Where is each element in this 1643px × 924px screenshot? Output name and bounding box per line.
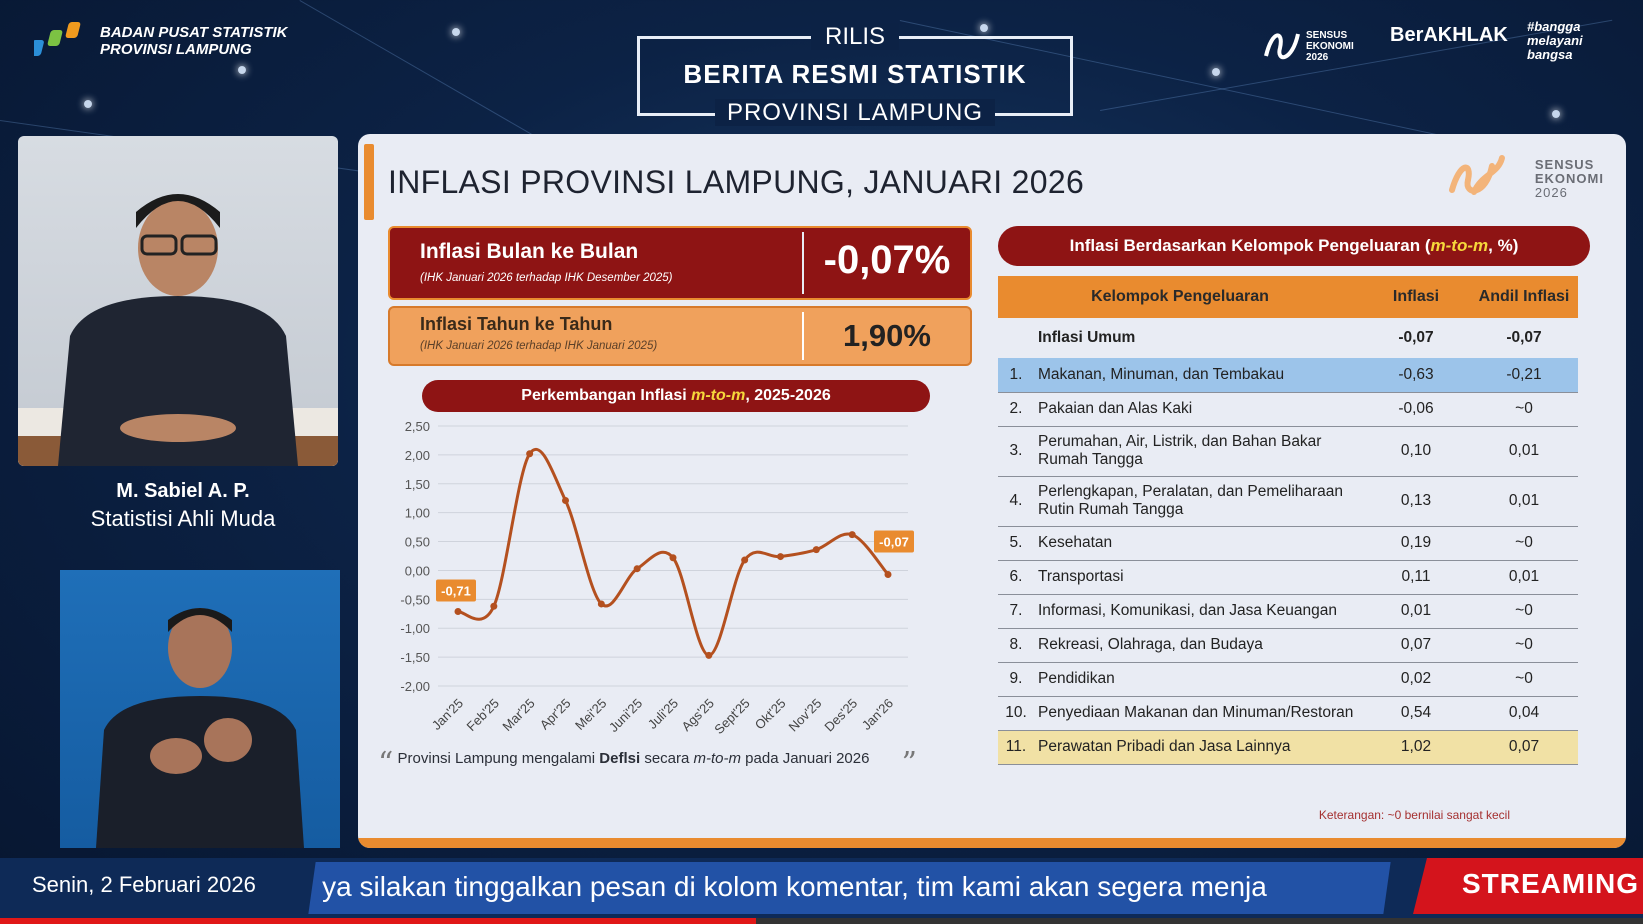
table-title-a: Inflasi Berdasarkan Kelompok Pengeluaran ( (1069, 236, 1431, 255)
x-tick-label: Juli'25 (644, 695, 682, 732)
row-number: 10. (998, 696, 1034, 730)
row-inflasi: 0,02 (1362, 662, 1470, 696)
data-point (455, 608, 462, 615)
y-tick-label: 1,00 (404, 505, 430, 521)
table-row (998, 696, 1578, 730)
row-inflasi: 0,11 (1362, 560, 1470, 594)
series-line (458, 449, 888, 655)
close-quote-icon: ” (901, 746, 917, 781)
row-number: 3. (998, 426, 1034, 476)
row-label: Perlengkapan, Peralatan, dan Pemeliharaan Rutin Rumah Tangga (1034, 476, 1362, 526)
row-number: 2. (998, 392, 1034, 426)
rilis-subtitle: PROVINSI LAMPUNG (715, 99, 995, 126)
table-header-row (998, 276, 1578, 318)
y-tick-label: 1,50 (404, 476, 430, 492)
table-row (998, 560, 1578, 594)
streaming-label: STREAMING (1462, 868, 1639, 899)
table-row (998, 594, 1578, 628)
presenter-video (18, 136, 338, 466)
row-inflasi: 1,02 (1362, 730, 1470, 764)
table-row (998, 426, 1578, 476)
org-name (100, 24, 288, 58)
row-andil: 0,01 (1470, 476, 1578, 526)
table-row (998, 730, 1578, 764)
row-inflasi: 0,07 (1362, 628, 1470, 662)
sign-interpreter-video (60, 570, 340, 848)
table-row (998, 358, 1578, 392)
row-number: 5. (998, 526, 1034, 560)
data-point (670, 554, 677, 561)
video-progress-fill (0, 918, 756, 924)
row-andil: ~0 (1470, 594, 1578, 628)
interpreter-figure (60, 570, 340, 848)
se-line1: SENSUS (1534, 157, 1595, 172)
row-number: 11. (998, 730, 1034, 764)
title-accent-bar (364, 144, 374, 220)
row-number: 8. (998, 628, 1034, 662)
row-inflasi: 0,19 (1362, 526, 1470, 560)
x-tick-label: Des'25 (821, 695, 861, 735)
quote-a: Provinsi Lampung mengalami (397, 750, 600, 767)
row-number: 4. (998, 476, 1034, 526)
row-andil: 0,01 (1470, 560, 1578, 594)
data-point (813, 546, 820, 553)
data-point (598, 600, 605, 607)
row-label: Pakaian dan Alas Kaki (1034, 392, 1362, 426)
chart-title-c: , 2025-2026 (745, 387, 831, 404)
table-row (998, 476, 1578, 526)
org-line2: PROVINSI LAMPUNG (100, 41, 252, 58)
row-andil: 0,01 (1470, 426, 1578, 476)
table-row (998, 628, 1578, 662)
slide-title: INFLASI PROVINSI LAMPUNG, JANUARI 2026 (388, 164, 1085, 200)
table-row (998, 392, 1578, 426)
row-inflasi: 0,54 (1362, 696, 1470, 730)
chart-title-a: Perkembangan Inflasi (521, 387, 692, 404)
col-header-andil: Andil Inflasi (1470, 276, 1578, 318)
quote-c: secara (640, 750, 694, 767)
row-number: 6. (998, 560, 1034, 594)
se-line2: EKONOMI (1534, 171, 1604, 186)
kpi-mtm-label: Inflasi Bulan ke Bulan (420, 240, 639, 263)
x-tick-label: Apr'25 (536, 695, 574, 733)
x-tick-label: Ags'25 (678, 695, 717, 734)
data-point (705, 652, 712, 659)
kpi-yoy-note: (IHK Januari 2026 terhadap IHK Januari 2025) (420, 340, 658, 352)
table-title-c: , %) (1488, 236, 1519, 255)
y-tick-label: 0,50 (404, 534, 430, 550)
row-label: Rekreasi, Olahraga, dan Budaya (1034, 628, 1362, 662)
inflation-line-chart (378, 412, 938, 752)
x-tick-label: Jan'25 (428, 695, 467, 733)
kpi-mtm-value: -0,07% (823, 238, 951, 282)
row-label: Penyediaan Makanan dan Minuman/Restoran (1034, 696, 1362, 730)
x-tick-label: Okt'25 (751, 695, 789, 733)
rilis-title: BERITA RESMI STATISTIK (683, 59, 1027, 89)
kpi-mtm-card (388, 226, 972, 300)
kpi-yoy-card (388, 306, 972, 366)
data-point (849, 531, 856, 538)
y-tick-label: -2,00 (400, 679, 430, 694)
news-ticker (0, 858, 1643, 918)
slide-bottom-bar (358, 838, 1626, 848)
data-point (526, 450, 533, 457)
presenter-name: M. Sabiel A. P. (116, 480, 250, 502)
row-number: 9. (998, 662, 1034, 696)
quote-b: Deflsi (599, 750, 641, 767)
col-header-group: Kelompok Pengeluaran (998, 276, 1362, 318)
row-label: Makanan, Minuman, dan Tembakau (1034, 358, 1362, 392)
rilis-label: RILIS (811, 23, 899, 50)
chart-title-pill (422, 380, 930, 412)
row-number: 1. (998, 358, 1034, 392)
y-tick-label: -1,00 (400, 621, 430, 637)
quote-d: m-to-m (693, 750, 742, 767)
open-quote-icon: “ (378, 746, 394, 781)
row-andil: ~0 (1470, 392, 1578, 426)
y-tick-label: -0,50 (400, 592, 430, 608)
x-tick-label: Feb'25 (463, 695, 502, 734)
general-andil: -0,07 (1506, 329, 1542, 346)
x-tick-label: Sept'25 (711, 695, 753, 738)
sensus-logo-text: SENSUS EKONOMI 2026 (1306, 30, 1354, 63)
general-label: Inflasi Umum (1038, 329, 1136, 346)
row-number: 7. (998, 594, 1034, 628)
y-tick-label: 0,00 (404, 563, 430, 579)
sensus-swirl-icon (1262, 26, 1302, 66)
berakhlak-logo: BerAKHLAK (1390, 24, 1508, 46)
data-point (634, 565, 641, 572)
x-tick-label: Juni'25 (605, 695, 646, 735)
row-label: Transportasi (1034, 560, 1362, 594)
table-row-general (998, 318, 1578, 358)
x-tick-label: Nov'25 (785, 695, 825, 735)
data-point (885, 571, 892, 578)
x-tick-label: Mei'25 (572, 695, 610, 733)
row-label: Pendidikan (1034, 662, 1362, 696)
y-tick-label: 2,50 (404, 419, 430, 434)
row-andil: -0,21 (1470, 358, 1578, 392)
presentation-slide (358, 134, 1626, 848)
video-progress-bar[interactable] (0, 918, 1643, 924)
bangga-melayani-logo: #bangga melayani bangsa (1527, 19, 1583, 62)
bps-logo-icon (34, 18, 90, 64)
chart-title-b: m-to-m (691, 387, 746, 404)
data-point (741, 557, 748, 564)
presenter-role: Statistisi Ahli Muda (90, 506, 276, 531)
data-label: -0,71 (441, 583, 471, 599)
row-andil: 0,04 (1470, 696, 1578, 730)
kpi-mtm-note: (IHK Januari 2026 terhadap IHK Desember 2025) (420, 272, 673, 284)
row-label: Perawatan Pribadi dan Jasa Lainnya (1034, 730, 1362, 764)
table-row (998, 526, 1578, 560)
data-point (562, 497, 569, 504)
ticker-text: ya silakan tinggalkan pesan di kolom komentar, tim kami akan segera menja (322, 871, 1267, 902)
table-title-b: m-to-m (1430, 236, 1489, 255)
kpi-yoy-value: 1,90% (843, 318, 931, 353)
table-title-pill (998, 226, 1590, 266)
row-inflasi: -0,63 (1362, 358, 1470, 392)
ticker-date: Senin, 2 Februari 2026 (32, 872, 256, 897)
chart-quote (378, 746, 938, 781)
org-line1: BADAN PUSAT STATISTIK (100, 24, 288, 41)
row-inflasi: -0,06 (1362, 392, 1470, 426)
inflation-group-table (998, 276, 1578, 765)
row-inflasi: 0,01 (1362, 594, 1470, 628)
row-andil: ~0 (1470, 526, 1578, 560)
row-andil: ~0 (1470, 662, 1578, 696)
data-point (490, 603, 497, 610)
data-label: -0,07 (879, 534, 909, 550)
y-tick-label: 2,00 (404, 447, 430, 463)
general-inflasi: -0,07 (1398, 329, 1434, 346)
y-tick-label: -1,50 (400, 650, 430, 666)
row-andil: 0,07 (1470, 730, 1578, 764)
row-label: Informasi, Komunikasi, dan Jasa Keuangan (1034, 594, 1362, 628)
row-label: Kesehatan (1034, 526, 1362, 560)
col-header-inflasi: Inflasi (1362, 276, 1470, 318)
x-tick-label: Mar'25 (499, 695, 538, 734)
presenter-figure (18, 136, 338, 466)
se-line3: 2026 (1534, 185, 1568, 200)
row-andil: ~0 (1470, 628, 1578, 662)
data-point (777, 553, 784, 560)
rilis-banner (637, 23, 1073, 126)
row-label: Perumahan, Air, Listrik, dan Bahan Bakar Rumah Tangga (1034, 426, 1362, 476)
x-tick-label: Jan'26 (858, 695, 897, 733)
ticker-marquee (308, 862, 1390, 914)
table-note: Keterangan: ~0 bernilai sangat kecil (1318, 808, 1510, 822)
row-inflasi: 0,10 (1362, 426, 1470, 476)
table-row (998, 662, 1578, 696)
slide-se-logo-text (1535, 158, 1604, 200)
row-inflasi: 0,13 (1362, 476, 1470, 526)
kpi-yoy-label: Inflasi Tahun ke Tahun (420, 314, 613, 334)
quote-e: pada Januari 2026 (741, 750, 870, 767)
sensus-ekonomi-logo (1262, 26, 1378, 66)
